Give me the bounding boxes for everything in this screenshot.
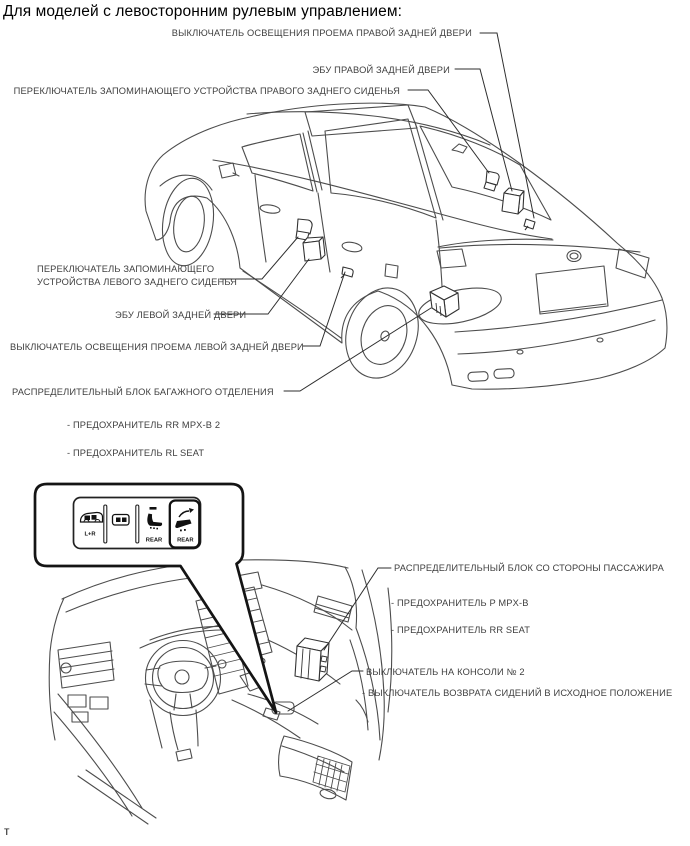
callout-rl-light [303,272,345,346]
lexus-emblem [567,251,581,262]
label-luggage-fuse-2: - ПРЕДОХРАНИТЕЛЬ RL SEAT [67,448,205,458]
fuel-door [385,264,398,278]
label-rl-door-light-switch: ВЫКЛЮЧАТЕЛЬ ОСВЕЩЕНИЯ ПРОЕМА ЛЕВОЙ ЗАДНЕЙ ДВЕРИ [10,342,304,352]
rl-door-ecu-part [303,237,325,261]
rr-door-light-switch-part [524,219,535,230]
taillight-right [616,249,649,278]
parcel-shelf-oval [416,282,505,331]
passenger-side-vent [314,596,352,622]
label-luggage-fuse-1: - ПРЕДОХРАНИТЕЛЬ RR MPX-B 2 [67,420,221,430]
label-rr-door-ecu: ЭБУ ПРАВОЙ ЗАДНЕЙ ДВЕРИ [312,65,450,75]
side-mirror [219,163,239,178]
taillight-left [437,249,466,268]
exhaust-tip [468,371,488,381]
sunshade-lr-label: L+R [84,531,96,538]
license-plate-recess [536,266,608,314]
rear-wheel [334,278,429,387]
front-wheel [157,175,219,269]
callout-rr-ecu [455,69,512,191]
switch-panel-inset [35,484,276,713]
rl-door-light-switch-part [341,267,353,278]
label-rl-seat-memory-switch [37,263,237,288]
seat-return-label: REAR [177,537,194,544]
label-line: ПЕРЕКЛЮЧАТЕЛЬ ЗАПОМИНАЮЩЕГО [37,264,215,274]
label-rl-door-ecu: ЭБУ ЛЕВОЙ ЗАДНЕЙ ДВЕРИ [115,310,247,320]
rr-seat-memory-switch-part [484,171,499,191]
label-line: УСТРОЙСТВА ЛЕВОГО ЗАДНЕГО СИДЕНЬЯ [37,276,238,287]
label-luggage-block: РАСПРЕДЕЛИТЕЛЬНЫЙ БЛОК БАГАЖНОГО ОТДЕЛЕНИЯ [12,387,274,397]
driver-switch-bank [68,695,108,722]
callout-luggage-block [284,308,431,391]
label-rr-door-light-switch: ВЫКЛЮЧАТЕЛЬ ОСВЕЩЕНИЯ ПРОЕМА ПРАВОЙ ЗАДНЕЙ ДВЕРИ [171,28,472,38]
label-passenger-fuse-1: - ПРЕДОХРАНИТЕЛЬ P MPX-B [391,598,529,608]
label-passenger-block: РАСПРЕДЕЛИТЕЛЬНЫЙ БЛОК СО СТОРОНЫ ПАССАЖИРА [394,563,664,573]
page-title: Для моделей с левосторонним рулевым управлением: [3,3,403,20]
label-console-switch: ВЫКЛЮЧАТЕЛЬ НА КОНСОЛИ № 2 [366,667,525,677]
seat-return-button [170,501,200,548]
steering-wheel [145,641,221,716]
label-rr-seat-memory-switch: ПЕРЕКЛЮЧАТЕЛЬ ЗАПОМИНАЮЩЕГО УСТРОЙСТВА ПРАВОГО ЗАДНЕГО СИДЕНЬЯ [13,86,400,96]
front-door-handle [260,204,281,215]
rear-seat-label: REAR [145,537,163,544]
rr-door-ecu-part [502,188,524,214]
label-console-switch-sub: - ВЫКЛЮЧАТЕЛЬ ВОЗВРАТА СИДЕНИЙ В ИСХОДНОЕ ПОЛОЖЕНИЕ [362,688,673,698]
deck-bracket [452,144,467,153]
footer-mark: т [4,824,10,838]
exhaust-tip [494,368,514,378]
driver-side-vent [58,642,114,688]
label-passenger-fuse-2: - ПРЕДОХРАНИТЕЛЬ RR SEAT [391,625,531,635]
rear-door-handle [341,241,362,253]
passenger-junction-block-part [295,638,329,681]
